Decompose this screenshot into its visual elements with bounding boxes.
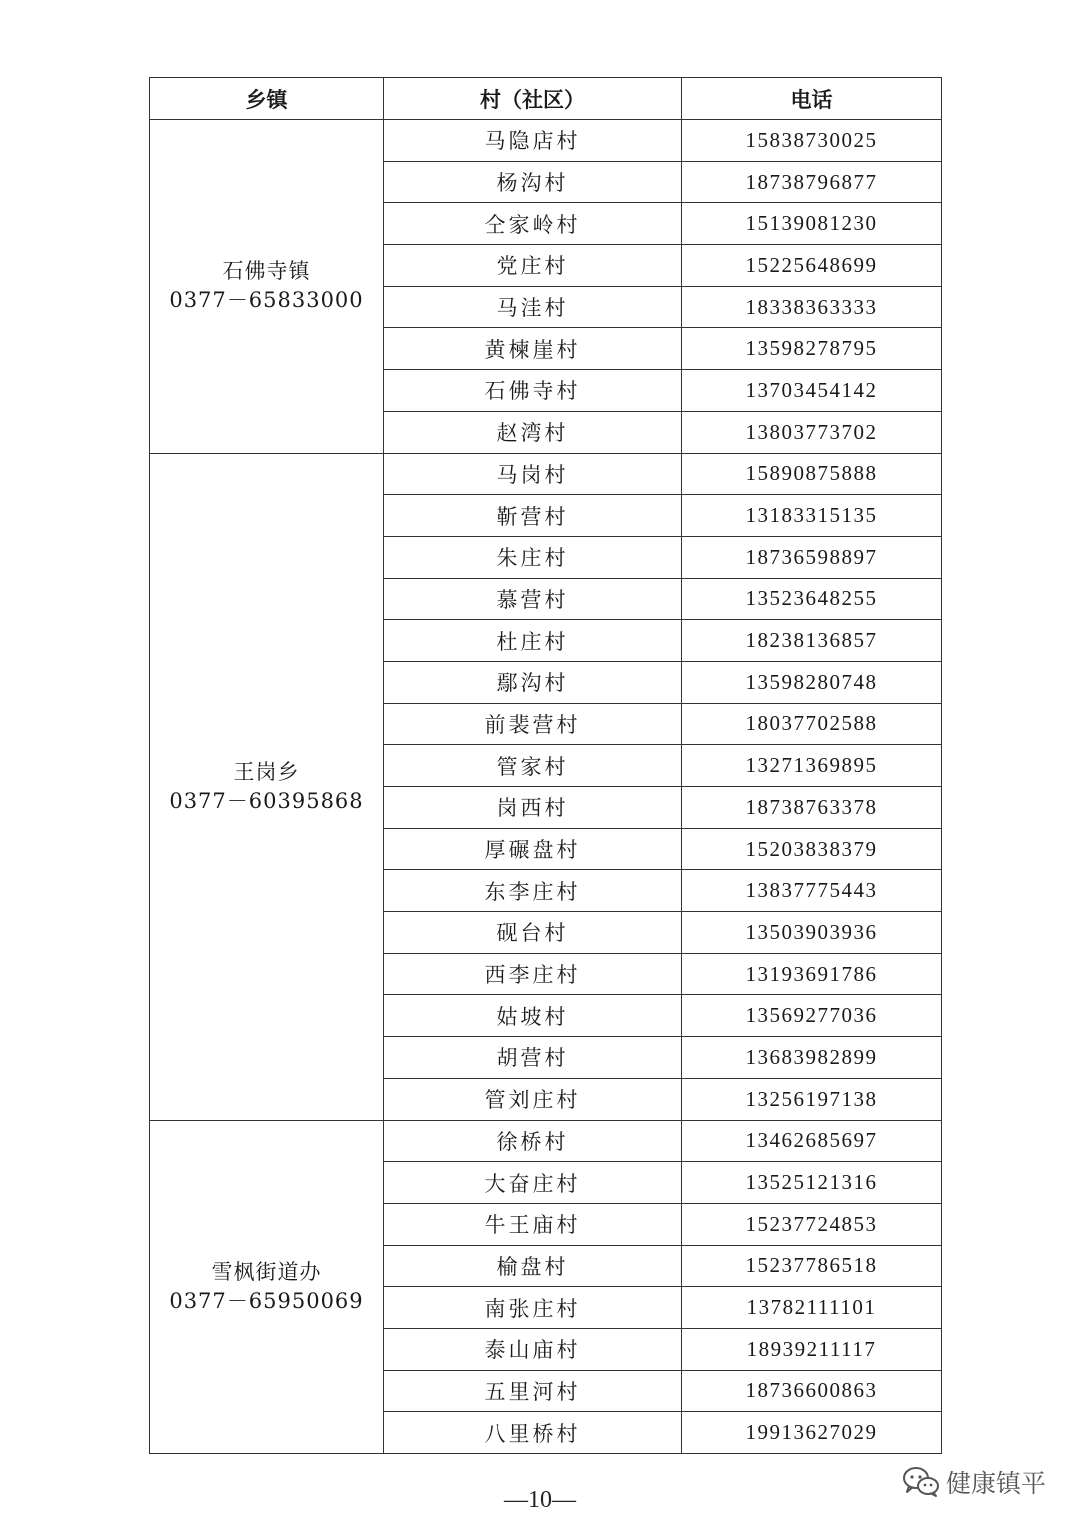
phone-cell: 18736598897 (682, 536, 942, 578)
phone-cell: 13703454142 (682, 370, 942, 412)
village-cell: 慕营村 (384, 578, 682, 620)
town-cell (150, 120, 384, 454)
phone-cell: 13193691786 (682, 953, 942, 995)
village-cell: 岗西村 (384, 787, 682, 829)
town-name: 雪枫街道办 (211, 1259, 322, 1284)
phone-cell: 13803773702 (682, 411, 942, 453)
table-body (150, 120, 942, 1454)
village-cell: 马岗村 (384, 453, 682, 495)
town-cell (150, 453, 384, 1120)
phone-cell: 13256197138 (682, 1078, 942, 1120)
town-name: 王岗乡 (233, 759, 300, 784)
header-village: 村（社区） (384, 78, 682, 120)
village-cell: 石佛寺村 (384, 370, 682, 412)
village-cell: 前裴营村 (384, 703, 682, 745)
phone-cell: 18037702588 (682, 703, 942, 745)
phone-cell: 18338363333 (682, 286, 942, 328)
phone-cell: 18736600863 (682, 1370, 942, 1412)
village-cell: 鄢沟村 (384, 661, 682, 703)
phone-cell: 13503903936 (682, 912, 942, 954)
village-cell: 砚台村 (384, 912, 682, 954)
village-cell: 马隐店村 (384, 120, 682, 162)
page-number: —10— (504, 1487, 576, 1513)
phone-cell: 13782111101 (682, 1287, 942, 1329)
watermark-text: 健康镇平 (945, 1469, 1046, 1498)
village-cell: 杜庄村 (384, 620, 682, 662)
phone-cell: 13683982899 (682, 1037, 942, 1079)
town-phone: 0377－60395868 (169, 788, 364, 813)
town-phone: 0377－65950069 (169, 1288, 364, 1313)
village-cell: 靳营村 (384, 495, 682, 537)
village-cell: 牛王庙村 (384, 1203, 682, 1245)
phone-cell: 13523648255 (682, 578, 942, 620)
town-cell (150, 1120, 384, 1454)
village-cell: 黄楝崖村 (384, 328, 682, 370)
village-cell: 榆盘村 (384, 1245, 682, 1287)
phone-cell: 15838730025 (682, 120, 942, 162)
phone-cell: 15203838379 (682, 828, 942, 870)
table-row (150, 1120, 942, 1162)
table-row (150, 120, 942, 162)
header-phone: 电话 (682, 78, 942, 120)
phone-cell: 13462685697 (682, 1120, 942, 1162)
town-name: 石佛寺镇 (222, 259, 311, 284)
contact-table (149, 77, 942, 1454)
village-cell: 马洼村 (384, 286, 682, 328)
header-town: 乡镇 (150, 78, 384, 120)
phone-cell: 15225648699 (682, 245, 942, 287)
village-cell: 五里河村 (384, 1370, 682, 1412)
village-cell: 泰山庙村 (384, 1328, 682, 1370)
header-row (150, 78, 942, 120)
village-cell: 徐桥村 (384, 1120, 682, 1162)
phone-cell: 18738796877 (682, 161, 942, 203)
phone-cell: 13569277036 (682, 995, 942, 1037)
village-cell: 西李庄村 (384, 953, 682, 995)
phone-cell: 18939211117 (682, 1328, 942, 1370)
village-cell: 赵湾村 (384, 411, 682, 453)
phone-cell: 13525121316 (682, 1162, 942, 1204)
village-cell: 管家村 (384, 745, 682, 787)
table-row (150, 453, 942, 495)
village-cell: 杨沟村 (384, 161, 682, 203)
village-cell: 大奋庄村 (384, 1162, 682, 1204)
phone-cell: 18738763378 (682, 787, 942, 829)
phone-cell: 13837775443 (682, 870, 942, 912)
village-cell: 姑坡村 (384, 995, 682, 1037)
phone-cell: 18238136857 (682, 620, 942, 662)
phone-cell: 15237724853 (682, 1203, 942, 1245)
village-cell: 党庄村 (384, 245, 682, 287)
phone-cell: 15237786518 (682, 1245, 942, 1287)
phone-cell: 13183315135 (682, 495, 942, 537)
phone-cell: 13598278795 (682, 328, 942, 370)
village-cell: 仝家岭村 (384, 203, 682, 245)
village-cell: 八里桥村 (384, 1412, 682, 1454)
phone-cell: 15890875888 (682, 453, 942, 495)
phone-cell: 19913627029 (682, 1412, 942, 1454)
village-cell: 南张庄村 (384, 1287, 682, 1329)
village-cell: 厚碾盘村 (384, 828, 682, 870)
phone-cell: 13271369895 (682, 745, 942, 787)
village-cell: 东李庄村 (384, 870, 682, 912)
village-cell: 朱庄村 (384, 536, 682, 578)
town-phone: 0377－65833000 (169, 288, 364, 313)
phone-cell: 13598280748 (682, 661, 942, 703)
village-cell: 管刘庄村 (384, 1078, 682, 1120)
village-cell: 胡营村 (384, 1037, 682, 1079)
phone-cell: 15139081230 (682, 203, 942, 245)
